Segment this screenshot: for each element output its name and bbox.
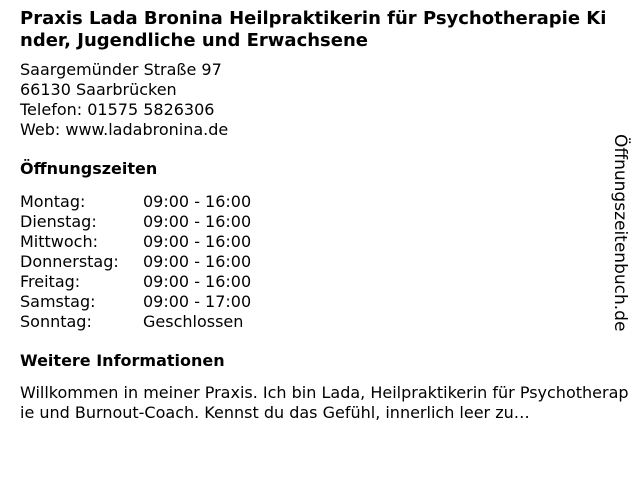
business-name: Praxis Lada Bronina Heilpraktikerin für Psychotherapie Kinder, Jugendliche und Erwachsene (20, 8, 607, 51)
hours-value: Geschlossen (143, 312, 244, 331)
hours-row-tuesday (20, 212, 616, 232)
more-info-heading: Weitere Informationen (20, 351, 225, 370)
hours-row-thursday (20, 252, 616, 272)
hours-value: 09:00 - 17:00 (143, 292, 252, 311)
hours-day: Montag: (20, 192, 86, 211)
hours-row-wednesday (20, 232, 616, 252)
hours-day: Dienstag: (20, 212, 97, 231)
opening-hours-heading: Öffnungszeiten (20, 159, 158, 178)
hours-day: Samstag: (20, 292, 96, 311)
hours-day: Donnerstag: (20, 252, 119, 271)
hours-value: 09:00 - 16:00 (143, 212, 252, 231)
hours-row-friday (20, 272, 616, 292)
hours-day: Mittwoch: (20, 232, 98, 251)
hours-row-monday (20, 192, 616, 212)
hours-value: 09:00 - 16:00 (143, 192, 252, 211)
address-block (20, 60, 616, 140)
hours-day: Sonntag: (20, 312, 92, 331)
hours-row-saturday (20, 292, 616, 312)
city-address: 66130 Saarbrücken (20, 80, 177, 99)
phone-number: Telefon: 01575 5826306 (20, 100, 215, 119)
hours-row-sunday (20, 312, 616, 332)
brand-watermark: Öffnungszeitenbuch.de (610, 134, 630, 332)
website-link[interactable]: Web: www.ladabronina.de (20, 120, 229, 139)
hours-day: Freitag: (20, 272, 81, 291)
hours-value: 09:00 - 16:00 (143, 272, 252, 291)
opening-hours-table (20, 192, 616, 332)
hours-value: 09:00 - 16:00 (143, 252, 252, 271)
hours-value: 09:00 - 16:00 (143, 232, 252, 251)
street-address: Saargemünder Straße 97 (20, 60, 222, 79)
more-info-text: Willkommen in meiner Praxis. Ich bin Lada, Heilpraktikerin für Psychotherapie und Burnout-Coach. Kennst du das Gefühl, innerlich leer zu… (20, 383, 629, 422)
